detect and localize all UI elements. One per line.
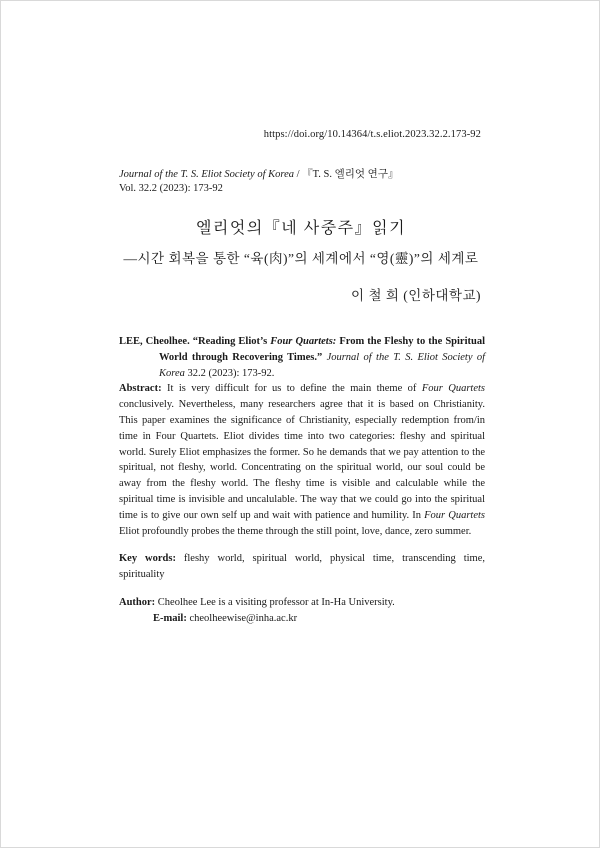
citation-title-pre: “Reading Eliot’s bbox=[192, 336, 271, 347]
journal-volume: Vol. 32.2 (2023): 173-92 bbox=[119, 183, 223, 194]
abstract-italic-2: Four Quartets bbox=[424, 509, 486, 521]
abstract-label: Abstract: bbox=[119, 383, 162, 395]
abstract-text-3: Eliot profoundly probes the theme through the still point, love, dance, zero summer. bbox=[119, 525, 472, 537]
citation bbox=[119, 334, 485, 381]
abstract-italic-1: Four Quartets bbox=[421, 383, 486, 395]
paper-title: 엘리엇의『네 사중주』읽기 bbox=[195, 220, 407, 237]
title-block bbox=[119, 215, 483, 267]
citation-title-italic: Four Quartets: bbox=[270, 336, 337, 347]
citation-title-post: From the Fleshy to the Spiritual World through Recovering Times.” bbox=[159, 336, 486, 363]
journal-name-en: Journal of the T. S. Eliot Society of Korea bbox=[119, 169, 294, 180]
journal-title-line bbox=[119, 168, 398, 182]
abstract bbox=[119, 381, 485, 539]
author-text: Cheolhee Lee is a visiting professor at In-Ha University. bbox=[155, 596, 395, 608]
journal-name-ko: / 『T. S. 엘리엇 연구』 bbox=[293, 169, 399, 180]
author-info-line bbox=[119, 595, 485, 611]
abstract-text-1: It is very difficult for us to define the main theme of bbox=[161, 383, 422, 395]
doi-link[interactable]: https://doi.org/10.14364/t.s.eliot.2023.32.2.173-92 bbox=[263, 129, 481, 140]
citation-authors: LEE, Cheolhee. bbox=[119, 336, 190, 347]
keywords-text: fleshy world, spiritual world, physical time, transcending time, spirituality bbox=[119, 553, 485, 581]
paper-body bbox=[119, 334, 485, 627]
author-label: Author: bbox=[119, 596, 156, 608]
paper-subtitle: —시간 회복을 통한 “육(肉)”의 세계에서 “영(靈)”의 세계로 bbox=[123, 251, 479, 266]
citation-details: 32.2 (2023): 173-92. bbox=[184, 367, 275, 379]
keywords-label: Key words: bbox=[119, 553, 176, 565]
abstract-text-2: conclusively. Nevertheless, many researchers agree that it is based on Christianity. This paper examines the significance of Christianity, especially redemption from/in time in Four Quartets. Eliot divides time into two categories: fleshy and spiritual world. Surely Eliot emphasizes the former. So he demands that we pay attention to the spiritual, not fleshy, world. Concentrating on the spiritual world, our soul could be away from the fleshy world. The fleshy time is visible and calculable while the spiritual time is invisible and uncalulable. The way that we could go into the spiritual time is to give our own self up and wait with patience and humility. In bbox=[119, 399, 485, 521]
keywords bbox=[119, 551, 485, 583]
journal-info bbox=[119, 168, 398, 196]
author-info bbox=[119, 595, 485, 627]
email-line bbox=[119, 611, 485, 627]
author-affiliation: 이 철 희 (인하대학교) bbox=[351, 288, 481, 303]
email-address[interactable]: cheolheewise@inha.ac.kr bbox=[186, 612, 298, 624]
citation-journal: Journal of the T. S. Eliot Society of Korea bbox=[159, 351, 486, 379]
email-label: E-mail: bbox=[153, 612, 187, 624]
